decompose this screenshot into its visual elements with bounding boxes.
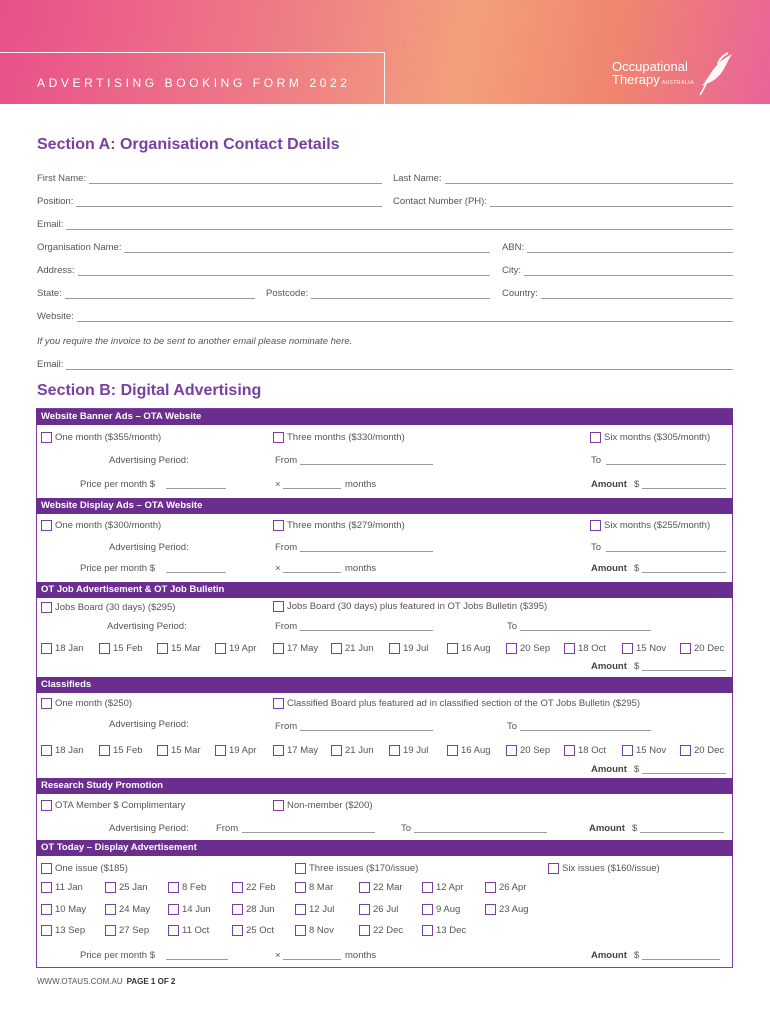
ottoday-row3-date-checkbox[interactable] — [41, 925, 85, 936]
ottoday-row1-date-checkbox[interactable] — [295, 882, 333, 893]
jobs-date-checkbox[interactable] — [506, 643, 550, 654]
jobs-date-checkbox[interactable] — [389, 643, 428, 654]
ottoday-row2-date-checkbox[interactable] — [422, 904, 460, 915]
ota-logo — [612, 60, 694, 90]
jobs-date-checkbox[interactable] — [273, 643, 318, 654]
state-label: State: — [37, 288, 62, 299]
display-months-input[interactable] — [283, 572, 341, 573]
jobs-amount-input[interactable] — [642, 670, 726, 671]
classifieds-date-checkbox[interactable] — [215, 745, 256, 756]
ottoday-one-issue-checkbox[interactable]: One issue ($185) — [41, 863, 128, 874]
ottoday-row2-date-checkbox[interactable] — [295, 904, 334, 915]
display-ads-heading: Website Display Ads – OTA Website — [36, 498, 733, 514]
abn-label: ABN: — [502, 242, 525, 253]
ottoday-row2-date-checkbox[interactable] — [359, 904, 398, 915]
ottoday-row1-date-label: 25 Jan — [119, 882, 148, 893]
jobs-date-label: 19 Apr — [229, 643, 257, 654]
ottoday-row1-date-label: 22 Feb — [246, 882, 276, 893]
ottoday-row1-date-checkbox[interactable] — [485, 882, 526, 893]
organisation-name-field[interactable] — [37, 241, 490, 253]
classifieds-date-checkbox[interactable] — [564, 745, 606, 756]
classifieds-date-label: 19 Jul — [403, 745, 429, 756]
banner-from-label: From — [275, 455, 298, 466]
country-label: Country: — [502, 288, 538, 299]
contact-number-label: Contact Number (PH): — [393, 196, 487, 207]
jobs-date-checkbox[interactable] — [331, 643, 374, 654]
classifieds-date-checkbox[interactable] — [506, 745, 550, 756]
section-b-title: Section B: Digital Advertising — [37, 382, 262, 399]
jobs-date-label: 15 Nov — [636, 643, 667, 654]
display-times-label: × — [275, 563, 281, 574]
banner-months-label: months — [345, 479, 377, 490]
ottoday-times-label: × — [275, 950, 281, 961]
banner-times-label: × — [275, 479, 281, 490]
jobs-date-checkbox[interactable] — [622, 643, 666, 654]
classifieds-date-label: 21 Jun — [345, 745, 374, 756]
classifieds-date-label: 17 May — [287, 745, 319, 756]
jobs-date-checkbox[interactable] — [564, 643, 606, 654]
banner-amount-dollar: $ — [634, 479, 640, 490]
jobs-date-label: 20 Dec — [694, 643, 725, 654]
ottoday-row2-date-label: 10 May — [55, 904, 87, 915]
banner-months-input[interactable] — [283, 488, 341, 489]
last-name-label: Last Name: — [393, 173, 442, 184]
jobs-period-label: Advertising Period: — [107, 621, 187, 632]
ottoday-row2-date-checkbox[interactable] — [485, 904, 529, 915]
ottoday-row3-date-checkbox[interactable] — [422, 925, 466, 936]
display-price-label: Price per month $ — [80, 563, 155, 574]
display-to-label: To — [591, 542, 602, 553]
abn-field[interactable] — [502, 241, 733, 253]
jobs-date-label: 16 Aug — [461, 643, 491, 654]
ottoday-amount-label: Amount — [591, 950, 627, 961]
ottoday-row1-date-label: 8 Mar — [309, 882, 334, 893]
banner-period-label: Advertising Period: — [109, 455, 189, 466]
ottoday-row3-date-label: 11 Oct — [182, 925, 210, 936]
jobs-date-label: 15 Mar — [171, 643, 201, 654]
display-one-month-checkbox[interactable]: One month ($300/month) — [41, 520, 161, 531]
research-heading: Research Study Promotion — [36, 778, 733, 794]
display-amount-dollar: $ — [634, 563, 640, 574]
display-months-label: months — [345, 563, 377, 574]
address-label: Address: — [37, 265, 75, 276]
classifieds-one-month-checkbox[interactable]: One month ($250) — [41, 698, 132, 709]
footer-url: WWW.OTAUS.COM.AU — [37, 977, 123, 986]
classifieds-amount-label: Amount — [591, 764, 627, 775]
jobs-date-checkbox[interactable] — [41, 643, 84, 654]
classifieds-from-label: From — [275, 721, 298, 732]
ottoday-row3-date-label: 8 Nov — [309, 925, 334, 936]
country-field[interactable] — [502, 287, 733, 299]
banner-price-input[interactable] — [166, 488, 226, 489]
ottoday-row2-date-checkbox[interactable] — [105, 904, 150, 915]
ottoday-amount-dollar: $ — [634, 950, 640, 961]
city-field[interactable] — [502, 264, 733, 276]
ottoday-months-input[interactable] — [283, 959, 341, 960]
classifieds-date-label: 20 Dec — [694, 745, 725, 756]
jobs-to-input[interactable] — [520, 630, 651, 631]
classifieds-period-label: Advertising Period: — [109, 719, 189, 730]
classifieds-date-label: 18 Oct — [578, 745, 606, 756]
banner-amount-input[interactable] — [642, 488, 726, 489]
classifieds-date-checkbox[interactable] — [331, 745, 374, 756]
ottoday-row1-date-label: 22 Mar — [373, 882, 403, 893]
ottoday-row3-date-label: 13 Dec — [436, 925, 467, 936]
classifieds-date-label: 15 Mar — [171, 745, 201, 756]
banner-three-months-checkbox[interactable]: Three months ($330/month) — [273, 432, 405, 443]
display-amount-input[interactable] — [642, 572, 726, 573]
classifieds-date-label: 16 Aug — [461, 745, 491, 756]
ottoday-price-label: Price per month $ — [80, 950, 155, 961]
classifieds-to-input[interactable] — [520, 730, 651, 731]
ottoday-row3-date-label: 25 Oct — [246, 925, 274, 936]
research-period-label: Advertising Period: — [109, 823, 189, 834]
ottoday-row3-date-checkbox[interactable] — [168, 925, 209, 936]
display-price-input[interactable] — [166, 572, 226, 573]
display-three-months-checkbox[interactable]: Three months ($279/month) — [273, 520, 405, 531]
display-amount-label: Amount — [591, 563, 627, 574]
ottoday-row2-date-label: 9 Aug — [436, 904, 461, 915]
logo-line3: AUSTRALIA — [661, 80, 694, 86]
classifieds-from-input[interactable] — [300, 730, 433, 731]
jobs-date-checkbox[interactable] — [680, 643, 724, 654]
jobs-date-checkbox[interactable] — [99, 643, 143, 654]
jobs-date-checkbox[interactable] — [447, 643, 491, 654]
display-from-label: From — [275, 542, 298, 553]
display-to-input[interactable] — [606, 551, 726, 552]
classifieds-date-label: 15 Nov — [636, 745, 667, 756]
classifieds-amount-input[interactable] — [642, 773, 726, 774]
ottoday-row2-date-label: 23 Aug — [499, 904, 529, 915]
ottoday-row1-date-label: 11 Jan — [55, 882, 83, 893]
ottoday-row2-date-checkbox[interactable] — [41, 904, 86, 915]
research-to-input[interactable] — [414, 832, 547, 833]
jobs-to-label: To — [507, 621, 518, 632]
research-amount-label: Amount — [589, 823, 625, 834]
banner-one-month-checkbox[interactable]: One month ($355/month) — [41, 432, 161, 443]
section-a-title: Section A: Organisation Contact Details — [37, 136, 340, 153]
ottoday-row2-date-label: 12 Jul — [309, 904, 335, 915]
ottoday-six-issues-checkbox[interactable]: Six issues ($160/issue) — [548, 863, 660, 874]
ottoday-row2-date-label: 26 Jul — [373, 904, 399, 915]
position-field[interactable] — [37, 195, 382, 207]
ottoday-row1-date-label: 8 Feb — [182, 882, 207, 893]
classifieds-date-label: 19 Apr — [229, 745, 257, 756]
city-label: City: — [502, 265, 521, 276]
ottoday-row2-date-label: 28 Jun — [246, 904, 275, 915]
ottoday-amount-input[interactable] — [642, 959, 720, 960]
jobs-from-label: From — [275, 621, 298, 632]
ottoday-row3-date-checkbox[interactable] — [359, 925, 403, 936]
research-amount-input[interactable] — [640, 832, 724, 833]
classifieds-to-label: To — [507, 721, 518, 732]
position-label: Position: — [37, 196, 74, 207]
ottoday-row3-date-label: 22 Dec — [373, 925, 404, 936]
banner-six-months-checkbox[interactable]: Six months ($305/month) — [590, 432, 710, 443]
address-field[interactable] — [37, 264, 490, 276]
research-nonmember-checkbox[interactable]: Non-member ($200) — [273, 800, 373, 811]
ottoday-row1-date-checkbox[interactable] — [168, 882, 206, 893]
ottoday-row3-date-checkbox[interactable] — [295, 925, 334, 936]
jobs-date-label: 17 May — [287, 643, 319, 654]
research-amount-dollar: $ — [632, 823, 638, 834]
jobs-date-label: 18 Jan — [55, 643, 84, 654]
invoice-note: If you require the invoice to be sent to another email please nominate here. — [37, 336, 353, 347]
banner-to-input[interactable] — [606, 464, 726, 465]
first-name-field[interactable] — [37, 172, 382, 184]
ottoday-three-issues-checkbox[interactable]: Three issues ($170/issue) — [295, 863, 418, 874]
classifieds-date-label: 18 Jan — [55, 745, 84, 756]
bird-logo-icon — [698, 52, 734, 96]
classifieds-date-checkbox[interactable] — [157, 745, 201, 756]
jobs-amount-dollar: $ — [634, 661, 640, 672]
banner-to-label: To — [591, 455, 602, 466]
email-field[interactable] — [37, 218, 733, 230]
ottoday-row3-date-checkbox[interactable] — [105, 925, 149, 936]
ottoday-row3-date-label: 27 Sep — [119, 925, 150, 936]
jobs-from-input[interactable] — [300, 630, 433, 631]
jobs-date-checkbox[interactable] — [215, 643, 256, 654]
ottoday-row2-date-checkbox[interactable] — [168, 904, 211, 915]
first-name-label: First Name: — [37, 173, 87, 184]
research-member-checkbox[interactable]: OTA Member $ Complimentary — [41, 800, 185, 811]
classifieds-date-checkbox[interactable] — [622, 745, 666, 756]
email-label: Email: — [37, 219, 64, 230]
classifieds-date-checkbox[interactable] — [447, 745, 491, 756]
postcode-label: Postcode: — [266, 288, 309, 299]
research-to-label: To — [401, 823, 412, 834]
ottoday-row1-date-checkbox[interactable] — [105, 882, 148, 893]
ottoday-row2-date-checkbox[interactable] — [232, 904, 275, 915]
logo-line2: Therapy — [612, 72, 660, 87]
jobs-date-checkbox[interactable] — [157, 643, 201, 654]
last-name-field[interactable] — [393, 172, 733, 184]
state-field[interactable] — [37, 287, 255, 299]
banner-ads-heading: Website Banner Ads – OTA Website — [36, 409, 733, 425]
organisation-name-label: Organisation Name: — [37, 242, 122, 253]
website-label: Website: — [37, 311, 74, 322]
jobs-board-checkbox[interactable]: Jobs Board (30 days) ($295) — [41, 602, 175, 613]
classifieds-date-label: 20 Sep — [520, 745, 551, 756]
classifieds-date-label: 15 Feb — [113, 745, 143, 756]
jobs-date-label: 18 Oct — [578, 643, 606, 654]
ottoday-row3-date-checkbox[interactable] — [232, 925, 274, 936]
logo-line1: Occupational — [612, 59, 688, 74]
classifieds-heading: Classifieds — [36, 677, 733, 693]
form-title: ADVERTISING BOOKING FORM 2022 — [37, 76, 351, 90]
jobs-date-label: 19 Jul — [403, 643, 429, 654]
ottoday-price-input[interactable] — [166, 959, 228, 960]
footer — [37, 977, 175, 986]
display-six-months-checkbox[interactable]: Six months ($255/month) — [590, 520, 710, 531]
ottoday-row2-date-label: 24 May — [119, 904, 151, 915]
banner-amount-label: Amount — [591, 479, 627, 490]
display-period-label: Advertising Period: — [109, 542, 189, 553]
footer-page-number: PAGE 1 OF 2 — [126, 977, 176, 986]
classifieds-date-checkbox[interactable] — [680, 745, 724, 756]
jobs-date-label: 21 Jun — [345, 643, 374, 654]
jobs-date-label: 15 Feb — [113, 643, 143, 654]
website-field[interactable] — [37, 310, 733, 322]
invoice-email-label: Email: — [37, 359, 64, 370]
ottoday-row1-date-label: 12 Apr — [436, 882, 464, 893]
ottoday-row1-date-checkbox[interactable] — [359, 882, 403, 893]
jobs-date-label: 20 Sep — [520, 643, 551, 654]
banner-price-label: Price per month $ — [80, 479, 155, 490]
contact-number-field[interactable] — [393, 195, 733, 207]
classifieds-amount-dollar: $ — [634, 764, 640, 775]
ottoday-months-label: months — [345, 950, 377, 961]
ottoday-row1-date-checkbox[interactable] — [232, 882, 276, 893]
ottoday-row2-date-label: 14 Jun — [182, 904, 211, 915]
ottoday-row3-date-label: 13 Sep — [55, 925, 86, 936]
classifieds-date-checkbox[interactable] — [41, 745, 84, 756]
banner-from-input[interactable] — [300, 464, 433, 465]
postcode-field[interactable] — [266, 287, 490, 299]
jobs-amount-label: Amount — [591, 661, 627, 672]
ottoday-row1-date-checkbox[interactable] — [422, 882, 463, 893]
jobs-heading: OT Job Advertisement & OT Job Bulletin — [36, 582, 733, 598]
classifieds-featured-checkbox[interactable]: Classified Board plus featured ad in classified section of the OT Jobs Bulletin ($295) — [273, 698, 640, 709]
classifieds-date-checkbox[interactable] — [273, 745, 318, 756]
ottoday-heading: OT Today – Display Advertisement — [36, 840, 733, 856]
research-from-label: From — [216, 823, 239, 834]
invoice-email-field[interactable] — [37, 358, 733, 370]
ottoday-row1-date-label: 26 Apr — [499, 882, 527, 893]
jobs-board-featured-checkbox[interactable]: Jobs Board (30 days) plus featured in OT Jobs Bulletin ($395) — [273, 601, 547, 612]
classifieds-date-checkbox[interactable] — [99, 745, 143, 756]
classifieds-date-checkbox[interactable] — [389, 745, 428, 756]
research-from-input[interactable] — [242, 832, 375, 833]
ottoday-row1-date-checkbox[interactable] — [41, 882, 83, 893]
display-from-input[interactable] — [300, 551, 433, 552]
